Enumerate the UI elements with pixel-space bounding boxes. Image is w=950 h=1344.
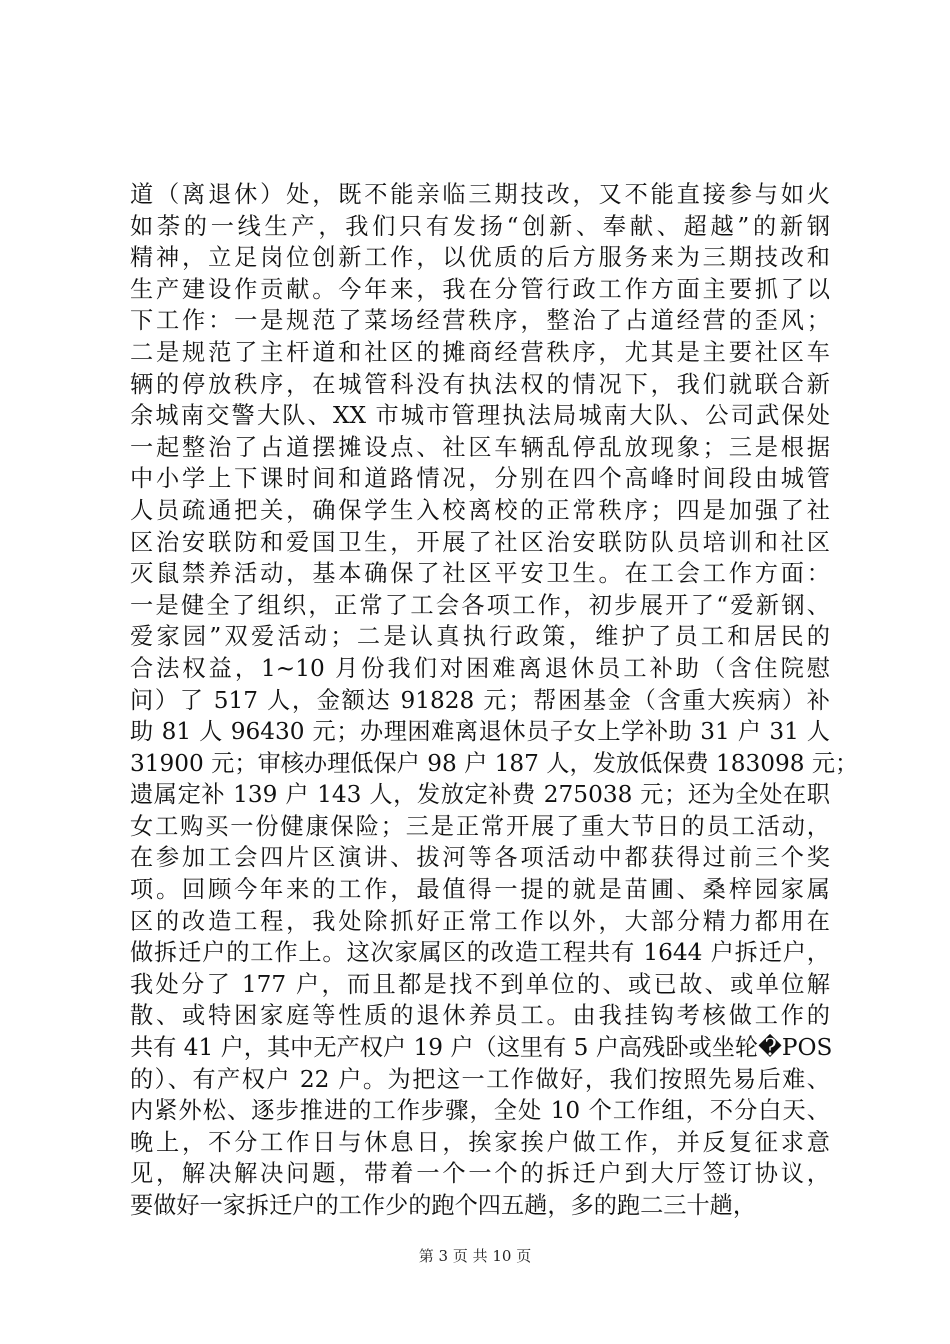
text-line: 共有 41 户，其中无产权户 19 户（这里有 5 户高残卧或坐轮�POS bbox=[130, 1034, 833, 1062]
text-line: 31900 元；审核办理低保户 98 户 187 人，发放低保费 183098 元； bbox=[130, 749, 859, 777]
text-line: 项。回顾今年来的工作，最值得一提的就是苗圃、桑梓园家属 bbox=[130, 876, 830, 904]
text-line: 女工购买一份健康保险；三是正常开展了重大节日的员工活动， bbox=[130, 812, 830, 840]
text-line: 灭鼠禁养活动，基本确保了社区平安卫生。在工会工作方面： bbox=[130, 560, 830, 588]
text-line: 助 81 人 96430 元；办理困难离退休员子女上学补助 31 户 31 人 bbox=[130, 718, 830, 746]
text-line: 在参加工会四片区演讲、拔河等各项活动中都获得过前三个奖 bbox=[130, 844, 830, 872]
text-line: 我处分了 177 户，而且都是找不到单位的、或已故、或单位解 bbox=[130, 970, 830, 998]
text-line: 余城南交警大队、XX 市城市管理执法局城南大队、公司武保处 bbox=[130, 402, 830, 430]
document-body bbox=[130, 179, 859, 1222]
text-line: 内紧外松、逐步推进的工作步骤，全处 10 个工作组，不分白天、 bbox=[130, 1097, 830, 1125]
text-line: 生产建设作贡献。今年来，我在分管行政工作方面主要抓了以 bbox=[130, 275, 830, 303]
text-line: 精神，立足岗位创新工作，以优质的后方服务来为三期技改和 bbox=[130, 244, 830, 272]
text-line: 辆的停放秩序，在城管科没有执法权的情况下，我们就联合新 bbox=[130, 370, 830, 398]
page-footer: 第 3 页 共 10 页 bbox=[418, 1247, 532, 1265]
text-line: 合法权益，1~10 月份我们对困难离退休员工补助（含住院慰 bbox=[130, 654, 830, 682]
text-line: 见，解决解决问题，带着一个一个的拆迁户到大厅签订协议， bbox=[130, 1160, 830, 1188]
text-line: 下工作：一是规范了菜场经营秩序，整治了占道经营的歪风； bbox=[130, 307, 830, 335]
text-line: 的）、有产权户 22 户。为把这一工作做好，我们按照先易后难、 bbox=[130, 1065, 830, 1093]
text-line: 遗属定补 139 户 143 人，发放定补费 275038 元；还为全处在职 bbox=[130, 781, 830, 809]
text-line: 中小学上下课时间和道路情况，分别在四个高峰时间段由城管 bbox=[130, 465, 830, 493]
text-line: 要做好一家拆迁户的工作少的跑个四五趟，多的跑二三十趟， bbox=[130, 1192, 757, 1219]
text-line: 做拆迁户的工作上。这次家属区的改造工程共有 1644 户拆迁户， bbox=[130, 939, 830, 967]
text-line: 一起整治了占道摆摊设点、社区车辆乱停乱放现象；三是根据 bbox=[130, 433, 830, 461]
text-line: 区的改造工程，我处除抓好正常工作以外，大部分精力都用在 bbox=[130, 907, 830, 935]
text-line: 散、或特困家庭等性质的退休养员工。由我挂钩考核做工作的 bbox=[130, 1002, 830, 1030]
text-line: 道（离退休）处，既不能亲临三期技改，又不能直接参与如火 bbox=[130, 181, 830, 208]
text-line: 二是规范了主杆道和社区的摊商经营秩序，尤其是主要社区车 bbox=[130, 338, 830, 366]
text-line: 人员疏通把关，确保学生入校离校的正常秩序；四是加强了社 bbox=[130, 496, 830, 524]
text-line: 晚上，不分工作日与休息日，挨家挨户做工作，并反复征求意 bbox=[130, 1128, 830, 1156]
text-line: 如荼的一线生产，我们只有发扬“创新、奉献、超越”的新钢 bbox=[130, 212, 830, 240]
text-line: 区治安联防和爱国卫生，开展了社区治安联防队员培训和社区 bbox=[130, 528, 830, 556]
text-line: 爱家园”双爱活动；二是认真执行政策，维护了员工和居民的 bbox=[130, 623, 830, 651]
text-line: 一是健全了组织，正常了工会各项工作，初步展开了“爱新钢、 bbox=[130, 591, 830, 619]
text-line: 问）了 517 人，金额达 91828 元；帮困基金（含重大疾病）补 bbox=[130, 686, 830, 714]
